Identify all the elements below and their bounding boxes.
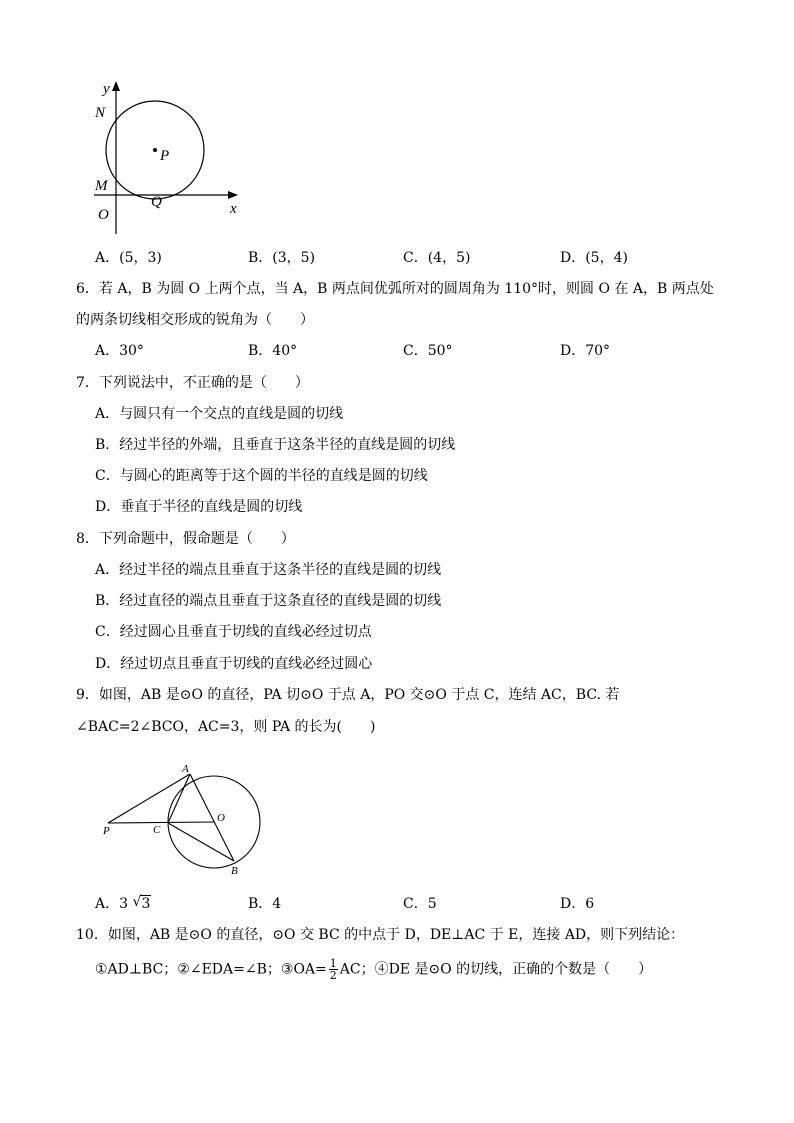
label-x: x bbox=[230, 201, 237, 217]
label-o: O bbox=[217, 812, 225, 824]
q5-option-d: D．(5，4) bbox=[560, 250, 628, 266]
x-axis-arrow bbox=[228, 191, 238, 199]
q8-option-b: B．经过直径的端点且垂直于这条直径的直线是圆的切线 bbox=[95, 593, 442, 609]
coordinate-circle-figure bbox=[80, 78, 260, 238]
sqrt-radicand: 3 bbox=[141, 896, 151, 912]
sqrt-symbol: √ 3 bbox=[132, 894, 151, 912]
q6-stem-line1: 6．若 A，B 为圆 O 上两个点，当 A，B 两点间优弧所对的圆周角为 110°时，则圆 O 在 A，B 两点处 bbox=[76, 281, 714, 297]
q10-stem-line2 bbox=[95, 958, 652, 981]
q9-stem-line1: 9．如图，AB 是⊙O 的直径，PA 切⊙O 于点 A，PO 交⊙O 于点 C，连结 AC，BC. 若 bbox=[76, 687, 620, 703]
q5-option-b: B．(3，5) bbox=[248, 250, 316, 266]
q7-option-a: A．与圆只有一个交点的直线是圆的切线 bbox=[95, 406, 344, 422]
label-n: N bbox=[95, 105, 106, 121]
tangent-circle-figure bbox=[98, 760, 273, 880]
q6-stem-line2: 的两条切线相交形成的锐角为（ ） bbox=[76, 312, 314, 328]
fraction-denominator: 2 bbox=[329, 969, 337, 982]
label-o: O bbox=[98, 207, 109, 223]
q10-stem-line2-part1: ①AD⊥BC；②∠EDA=∠B；③OA= bbox=[95, 961, 327, 978]
q9-option-a-prefix: A．3 bbox=[95, 896, 129, 912]
q9-option-a bbox=[95, 895, 151, 913]
label-y: y bbox=[103, 81, 110, 97]
label-p: P bbox=[160, 148, 170, 164]
segment-po bbox=[108, 822, 214, 823]
q9-option-c: C．5 bbox=[403, 896, 437, 912]
q7-stem: 7．下列说法中，不正确的是（ ） bbox=[76, 375, 309, 391]
q7-option-c: C．与圆心的距离等于这个圆的半径的直线是圆的切线 bbox=[95, 468, 428, 484]
q7-option-d: D．垂直于半径的直线是圆的切线 bbox=[95, 499, 303, 515]
q7-option-b: B．经过半径的外端，且垂直于这条半径的直线是圆的切线 bbox=[95, 437, 456, 453]
q10-stem-line1: 10．如图，AB 是⊙O 的直径，⊙O 交 BC 的中点于 D，DE⊥AC 于 E，连接 AD，则下列结论： bbox=[76, 927, 685, 943]
y-axis-arrow bbox=[112, 81, 120, 91]
label-b: B bbox=[231, 865, 238, 877]
label-q: Q bbox=[151, 194, 162, 210]
label-c: C bbox=[153, 824, 161, 836]
label-m: M bbox=[95, 178, 108, 194]
q5-option-a: A．(5，3) bbox=[95, 250, 162, 266]
q8-stem: 8．下列命题中，假命题是（ ） bbox=[76, 531, 295, 547]
label-p: P bbox=[103, 825, 110, 837]
q8-option-c: C．经过圆心且垂直于切线的直线必经过切点 bbox=[95, 624, 372, 640]
label-a: A bbox=[182, 763, 189, 775]
q5-option-c: C．(4，5) bbox=[403, 250, 471, 266]
q10-stem-line2-part2: AC；④DE 是⊙O 的切线，正确的个数是（ ） bbox=[339, 961, 653, 978]
q9-stem-line2: ∠BAC=2∠BCO，AC=3，则 PA 的长为( ) bbox=[76, 719, 376, 735]
q6-option-c: C．50° bbox=[403, 343, 453, 359]
q6-option-d: D．70° bbox=[560, 343, 611, 359]
q8-option-a: A．经过半径的端点且垂直于这条半径的直线是圆的切线 bbox=[95, 562, 442, 578]
q9-option-b: B．4 bbox=[248, 896, 282, 912]
segment-ac bbox=[168, 774, 190, 823]
fraction-numerator: 1 bbox=[329, 957, 337, 970]
q9-option-d: D．6 bbox=[560, 896, 595, 912]
q8-option-d: D．经过切点且垂直于切线的直线必经过圆心 bbox=[95, 656, 373, 672]
q6-option-b: B．40° bbox=[248, 343, 298, 359]
q6-option-a: A．30° bbox=[95, 343, 144, 359]
segment-pa bbox=[108, 774, 190, 823]
center-point-p bbox=[153, 148, 157, 152]
fraction-one-half bbox=[329, 958, 338, 981]
